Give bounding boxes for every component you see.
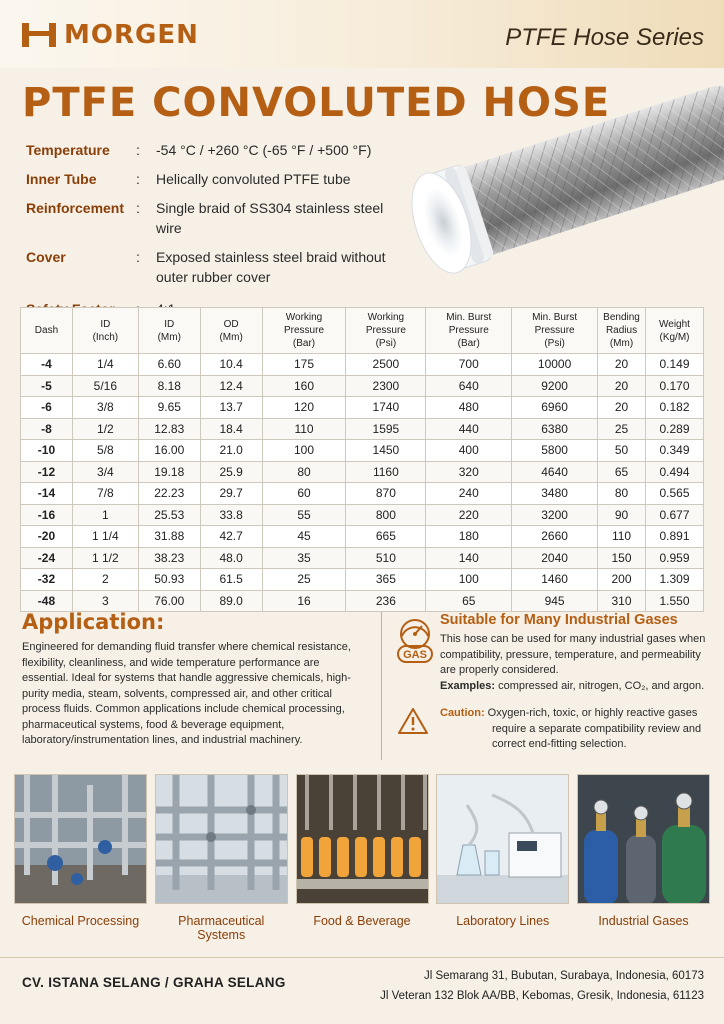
photo-industrial-gases (577, 774, 710, 942)
table-row (21, 547, 704, 569)
table-cell: 25.9 (200, 461, 262, 483)
table-cell: 400 (426, 440, 512, 462)
table-cell: 10000 (512, 354, 598, 376)
application-section (22, 610, 362, 749)
table-cell: 3200 (512, 504, 598, 526)
table-cell: 4640 (512, 461, 598, 483)
table-cell: 10.4 (200, 354, 262, 376)
dash-cell: -16 (21, 504, 73, 526)
table-cell: 6.60 (138, 354, 200, 376)
table-row (21, 569, 704, 591)
table-cell: 220 (426, 504, 512, 526)
table-cell: 365 (346, 569, 426, 591)
dash-cell: -8 (21, 418, 73, 440)
pharma-piping-image (155, 774, 288, 904)
brand-name: MORGEN (64, 20, 199, 50)
photo-caption: Industrial Gases (598, 914, 689, 928)
table-cell: 25.53 (138, 504, 200, 526)
chemical-plant-image (14, 774, 147, 904)
table-cell: 2500 (346, 354, 426, 376)
dash-cell: -12 (21, 461, 73, 483)
spec-list (26, 140, 406, 319)
table-row (21, 440, 704, 462)
table-cell: 89.0 (200, 590, 262, 612)
table-cell: 65 (598, 461, 646, 483)
table-cell: 1595 (346, 418, 426, 440)
table-cell: 55 (262, 504, 346, 526)
table-cell: 150 (598, 547, 646, 569)
table-cell: 6960 (512, 397, 598, 419)
company-address (380, 966, 704, 1006)
table-row (21, 354, 704, 376)
table-cell: 1/2 (72, 418, 138, 440)
table-row (21, 526, 704, 548)
table-cell: 800 (346, 504, 426, 526)
spec-label: Reinforcement (26, 200, 125, 216)
gases-section (396, 612, 706, 753)
bottling-line-image (296, 774, 429, 904)
table-cell: 120 (262, 397, 346, 419)
photo-laboratory-lines (436, 774, 569, 942)
table-cell: 100 (262, 440, 346, 462)
table-cell: 100 (426, 569, 512, 591)
ptfe-hose-image (402, 86, 724, 286)
spec-value: outer rubber cover (156, 269, 271, 285)
caution-label: Caution: (440, 707, 485, 719)
brand-logo (22, 20, 199, 50)
spec-label: Cover (26, 249, 66, 265)
table-cell: 9200 (512, 375, 598, 397)
table-cell: 13.7 (200, 397, 262, 419)
table-cell: 42.7 (200, 526, 262, 548)
dash-cell: -4 (21, 354, 73, 376)
table-cell: 25 (598, 418, 646, 440)
column-header: Bending Radius (Mm) (598, 308, 646, 354)
table-cell: 12.4 (200, 375, 262, 397)
table-cell: 2660 (512, 526, 598, 548)
table-cell: 1160 (346, 461, 426, 483)
table-cell: 0.677 (646, 504, 704, 526)
table-cell: 20 (598, 397, 646, 419)
table-cell: 3/4 (72, 461, 138, 483)
table-cell: 0.494 (646, 461, 704, 483)
application-title: Application: (22, 610, 165, 634)
table-cell: 110 (262, 418, 346, 440)
photo-chemical-processing (14, 774, 147, 942)
table-cell: 9.65 (138, 397, 200, 419)
table-cell: 45 (262, 526, 346, 548)
table-cell: 31.88 (138, 526, 200, 548)
gas-gauge-icon (396, 612, 434, 694)
gases-title: Suitable for Many Industrial Gases (440, 612, 678, 628)
table-row (21, 375, 704, 397)
photo-caption: Pharmaceutical Systems (178, 914, 265, 942)
table-cell: 80 (262, 461, 346, 483)
table-cell: 18.4 (200, 418, 262, 440)
address-line-2: Jl Veteran 132 Blok AA/BB, Kebomas, Gresik, Indonesia, 61123 (380, 990, 704, 1002)
table-cell: 1 1/2 (72, 547, 138, 569)
table-cell: 0.149 (646, 354, 704, 376)
company-name: CV. ISTANA SELANG / GRAHA SELANG (22, 975, 286, 990)
hose-dimensions-table (20, 307, 704, 612)
table-cell: 320 (426, 461, 512, 483)
spec-inner-tube: Inner Tube : Helically convoluted PTFE tube (26, 169, 406, 189)
column-header: Weight (Kg/M) (646, 308, 704, 354)
spec-label: Temperature (26, 142, 110, 158)
spec-cover-cont (26, 267, 406, 287)
table-row (21, 397, 704, 419)
table-cell: 1.550 (646, 590, 704, 612)
spec-temperature: Temperature : -54 °C / +260 °C (-65 °F / +500 °F) (26, 140, 406, 160)
column-header: ID (Inch) (72, 308, 138, 354)
table-cell: 240 (426, 483, 512, 505)
table-cell: 38.23 (138, 547, 200, 569)
gas-cylinders-image (577, 774, 710, 904)
table-cell: 0.170 (646, 375, 704, 397)
caution-note: Caution: Oxygen-rich, toxic, or highly reactive gases require a separate compatibility review and correct end-fitting selection. (440, 707, 702, 750)
lab-bench-image (436, 774, 569, 904)
table-cell: 1740 (346, 397, 426, 419)
table-cell: 16 (262, 590, 346, 612)
table-header-row (21, 308, 704, 354)
column-header: ID (Mm) (138, 308, 200, 354)
table-cell: 1 1/4 (72, 526, 138, 548)
dash-cell: -20 (21, 526, 73, 548)
table-cell: 16.00 (138, 440, 200, 462)
table-cell: 0.959 (646, 547, 704, 569)
table-row (21, 461, 704, 483)
table-cell: 870 (346, 483, 426, 505)
table-cell: 0.182 (646, 397, 704, 419)
spec-table (20, 307, 704, 612)
table-cell: 0.891 (646, 526, 704, 548)
table-cell: 12.83 (138, 418, 200, 440)
table-cell: 3 (72, 590, 138, 612)
spec-value: Single braid of SS304 stainless steel wire (156, 200, 384, 236)
photo-caption: Laboratory Lines (456, 914, 550, 928)
table-cell: 20 (598, 354, 646, 376)
table-cell: 510 (346, 547, 426, 569)
table-cell: 640 (426, 375, 512, 397)
table-cell: 60 (262, 483, 346, 505)
dash-cell: -24 (21, 547, 73, 569)
table-cell: 5800 (512, 440, 598, 462)
spec-value: Helically convoluted PTFE tube (156, 171, 351, 187)
dash-cell: -32 (21, 569, 73, 591)
table-cell: 5/8 (72, 440, 138, 462)
spec-cover: Cover : Exposed stainless steel braid without (26, 247, 406, 267)
address-line-1: Jl Semarang 31, Bubutan, Surabaya, Indonesia, 60173 (423, 970, 704, 982)
table-cell: 1/4 (72, 354, 138, 376)
table-cell: 2300 (346, 375, 426, 397)
table-cell: 945 (512, 590, 598, 612)
table-cell: 29.7 (200, 483, 262, 505)
table-cell: 175 (262, 354, 346, 376)
table-cell: 5/16 (72, 375, 138, 397)
dash-cell: -5 (21, 375, 73, 397)
table-cell: 3480 (512, 483, 598, 505)
table-body (21, 354, 704, 612)
column-header: Working Pressure (Bar) (262, 308, 346, 354)
warning-icon (396, 706, 434, 753)
table-cell: 6380 (512, 418, 598, 440)
table-cell: 110 (598, 526, 646, 548)
table-cell: 33.8 (200, 504, 262, 526)
table-cell: 50.93 (138, 569, 200, 591)
column-header: Working Pressure (Psi) (346, 308, 426, 354)
table-cell: 3/8 (72, 397, 138, 419)
table-cell: 0.565 (646, 483, 704, 505)
header-bar (0, 0, 724, 68)
table-cell: 0.349 (646, 440, 704, 462)
column-header: OD (Mm) (200, 308, 262, 354)
table-cell: 1.309 (646, 569, 704, 591)
series-title: PTFE Hose Series (505, 24, 704, 51)
table-cell: 35 (262, 547, 346, 569)
section-divider (381, 612, 382, 760)
table-row (21, 590, 704, 612)
table-cell: 700 (426, 354, 512, 376)
table-cell: 19.18 (138, 461, 200, 483)
svg-text:GAS: GAS (403, 649, 427, 661)
spec-label: Inner Tube (26, 171, 97, 187)
page-title: PTFE CONVOLUTED HOSE (22, 80, 611, 126)
table-cell: 61.5 (200, 569, 262, 591)
column-header: Min. Burst Pressure (Psi) (512, 308, 598, 354)
table-cell: 310 (598, 590, 646, 612)
table-row (21, 504, 704, 526)
table-cell: 440 (426, 418, 512, 440)
application-text: Engineered for demanding fluid transfer where chemical resistance, flexibility, cleanliness, and wide temperature performance are essential. Ideal for systems that handle aggressive chemicals, high-purity media, steam, solvents, compressed air, and other critical process fluids. Common applications include chemical processing, pharmaceutical systems, food & beverage equipment, laboratory/instrumentation lines, and industrial machinery. (22, 641, 351, 746)
photo-food-beverage (296, 774, 429, 942)
table-row (21, 418, 704, 440)
table-cell: 80 (598, 483, 646, 505)
photo-caption: Food & Beverage (313, 914, 411, 928)
spec-reinforcement: Reinforcement : Single braid of SS304 stainless steel wire (26, 198, 406, 238)
table-cell: 21.0 (200, 440, 262, 462)
table-cell: 48.0 (200, 547, 262, 569)
table-cell: 200 (598, 569, 646, 591)
dash-cell: -48 (21, 590, 73, 612)
table-cell: 180 (426, 526, 512, 548)
table-cell: 2040 (512, 547, 598, 569)
table-cell: 7/8 (72, 483, 138, 505)
spec-value: -54 °C / +260 °C (-65 °F / +500 °F) (156, 142, 372, 158)
table-cell: 0.289 (646, 418, 704, 440)
dash-cell: -6 (21, 397, 73, 419)
column-header: Min. Burst Pressure (Bar) (426, 308, 512, 354)
morgen-logo-icon (22, 21, 56, 49)
application-photos (14, 774, 710, 942)
table-cell: 25 (262, 569, 346, 591)
table-cell: 90 (598, 504, 646, 526)
table-cell: 8.18 (138, 375, 200, 397)
table-cell: 2 (72, 569, 138, 591)
table-cell: 50 (598, 440, 646, 462)
photo-caption: Chemical Processing (21, 914, 140, 928)
table-cell: 1 (72, 504, 138, 526)
table-cell: 20 (598, 375, 646, 397)
table-cell: 1460 (512, 569, 598, 591)
gases-text: This hose can be used for many industrial gases when compatibility, pressure, temperature, and permeability are properly considered. (440, 633, 706, 676)
table-cell: 480 (426, 397, 512, 419)
photo-pharmaceutical-systems (155, 774, 288, 942)
column-header: Dash (21, 308, 73, 354)
gases-examples: Examples: compressed air, nitrogen, CO₂, and argon. (440, 679, 705, 692)
dash-cell: -10 (21, 440, 73, 462)
table-cell: 65 (426, 590, 512, 612)
table-cell: 160 (262, 375, 346, 397)
spec-value: Exposed stainless steel braid without (156, 249, 386, 265)
dash-cell: -14 (21, 483, 73, 505)
table-cell: 22.23 (138, 483, 200, 505)
footer-divider (0, 957, 724, 958)
table-cell: 236 (346, 590, 426, 612)
table-cell: 140 (426, 547, 512, 569)
table-row (21, 483, 704, 505)
table-cell: 1450 (346, 440, 426, 462)
table-cell: 76.00 (138, 590, 200, 612)
table-cell: 665 (346, 526, 426, 548)
